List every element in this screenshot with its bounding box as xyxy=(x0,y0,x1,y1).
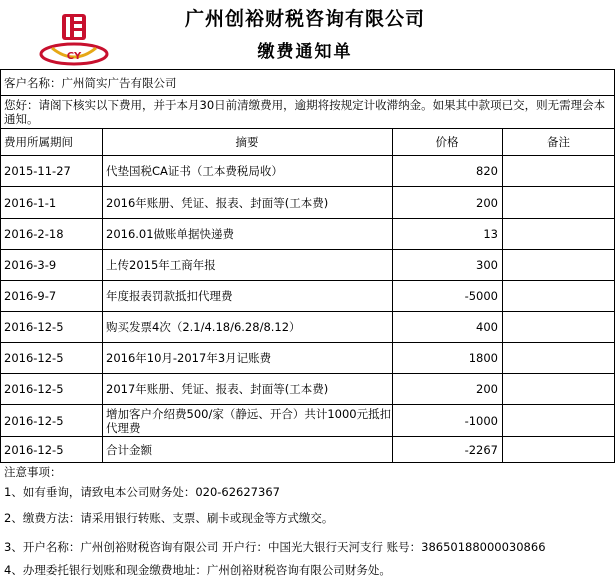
cell-note xyxy=(502,404,615,436)
cell-price: 200 xyxy=(392,373,502,404)
logo-text: CY xyxy=(66,51,82,62)
cell-summary: 2016.01做账单据快递费 xyxy=(102,218,392,249)
notice-text: 您好：请阁下核实以下费用，并于本月30日前清缴费用，逾期将按规定计收滞纳金。如果其中款项已交，则无需理会本通知。 xyxy=(0,95,615,128)
cell-price: 400 xyxy=(392,311,502,342)
header-price: 价格 xyxy=(392,128,502,155)
note-item: 4、办理委托银行划账和现金缴费地址：广州创裕财税咨询有限公司财务处。 xyxy=(4,563,391,577)
cell-price: -1000 xyxy=(392,404,502,436)
footer-notes xyxy=(0,463,615,581)
cell-note xyxy=(502,311,615,342)
fee-table xyxy=(0,128,615,463)
cell-summary: 年度报表罚款抵扣代理费 xyxy=(102,280,392,311)
column-divider xyxy=(502,128,503,463)
cell-summary: 2016年10月-2017年3月记账费 xyxy=(102,342,392,373)
cell-note xyxy=(502,436,615,462)
company-logo xyxy=(38,8,110,66)
cell-price: -5000 xyxy=(392,280,502,311)
cell-note xyxy=(502,373,615,404)
cell-summary: 上传2015年工商年报 xyxy=(102,249,392,280)
cell-period: 2016-12-5 xyxy=(0,311,102,342)
cell-period: 2016-9-7 xyxy=(0,280,102,311)
notes-heading: 注意事项： xyxy=(4,465,62,479)
cell-period: 2016-12-5 xyxy=(0,436,102,462)
cell-note xyxy=(502,249,615,280)
cell-summary: 合计金额 xyxy=(102,436,392,462)
cell-summary: 增加客户介绍费500/家（静远、开合）共计1000元抵扣代理费 xyxy=(102,404,392,436)
customer-name: 客户名称：广州简实广告有限公司 xyxy=(0,69,615,95)
document-title: 缴费通知单 xyxy=(257,41,353,62)
cell-period: 2016-2-18 xyxy=(0,218,102,249)
column-divider xyxy=(102,128,103,463)
cell-price: 200 xyxy=(392,186,502,218)
cell-period: 2016-12-5 xyxy=(0,404,102,436)
cell-note xyxy=(502,342,615,373)
cell-note xyxy=(502,186,615,218)
header-note: 备注 xyxy=(502,128,615,155)
cell-price: -2267 xyxy=(392,436,502,462)
cell-summary: 购买发票4次（2.1/4.18/6.28/8.12） xyxy=(102,311,392,342)
note-item: 2、缴费方法：请采用银行转账、支票、刷卡或现金等方式缴交。 xyxy=(4,511,334,525)
cell-summary: 2017年账册、凭证、报表、封面等(工本费) xyxy=(102,373,392,404)
cell-period: 2016-12-5 xyxy=(0,373,102,404)
cell-price: 300 xyxy=(392,249,502,280)
cell-summary: 2016年账册、凭证、报表、封面等(工本费) xyxy=(102,186,392,218)
cell-period: 2015-11-27 xyxy=(0,155,102,186)
company-name: 广州创裕财税咨询有限公司 xyxy=(184,7,425,30)
cell-period: 2016-12-5 xyxy=(0,342,102,373)
cell-price: 13 xyxy=(392,218,502,249)
cell-note xyxy=(502,155,615,186)
cell-note xyxy=(502,218,615,249)
cell-period: 2016-1-1 xyxy=(0,186,102,218)
cell-note xyxy=(502,280,615,311)
note-item: 1、如有垂询，请致电本公司财务处：020-62627367 xyxy=(4,485,280,499)
note-item: 3、开户名称：广州创裕财税咨询有限公司 开户行：中国光大银行天河支行 账号：38650188000030866 xyxy=(4,540,546,554)
company-logo-icon xyxy=(38,8,110,66)
table-border-left xyxy=(0,69,1,463)
cell-price: 820 xyxy=(392,155,502,186)
cell-period: 2016-3-9 xyxy=(0,249,102,280)
header-period: 费用所属期间 xyxy=(0,128,102,155)
column-divider xyxy=(392,128,393,463)
cell-price: 1800 xyxy=(392,342,502,373)
cell-summary: 代垫国税CA证书（工本费税局收） xyxy=(102,155,392,186)
header-summary: 摘要 xyxy=(102,128,392,155)
